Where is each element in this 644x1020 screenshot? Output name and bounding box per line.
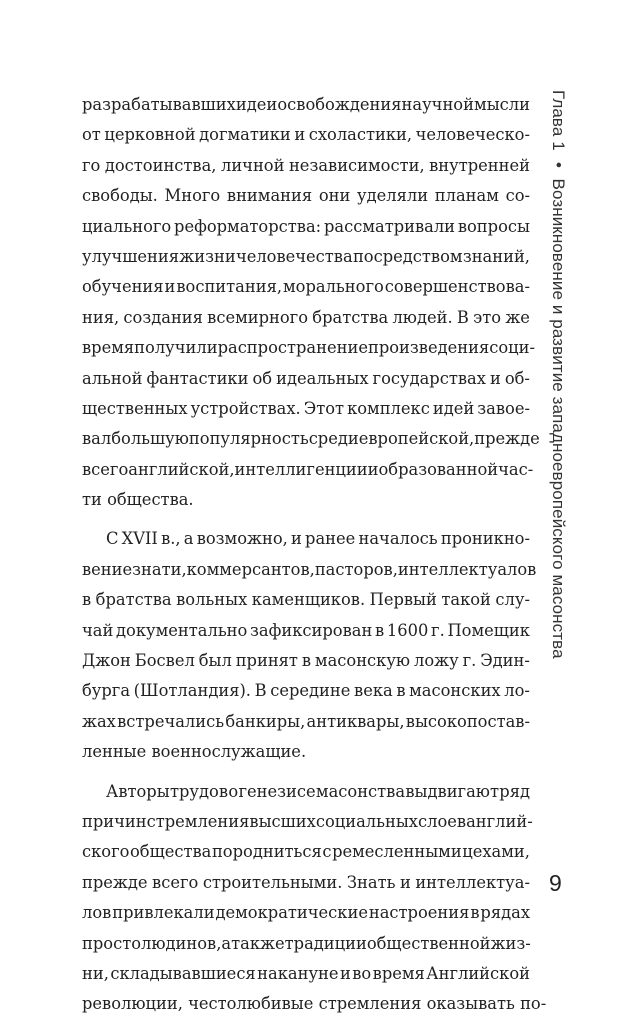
word: Помещик xyxy=(447,620,530,640)
text-line xyxy=(82,837,530,867)
word: революции, xyxy=(82,994,183,1014)
word: трудов xyxy=(170,781,229,801)
word: общества. xyxy=(107,490,194,510)
word: личной xyxy=(220,155,285,175)
word: встречались xyxy=(117,711,225,731)
word: соци- xyxy=(489,338,535,358)
word: также xyxy=(231,933,285,953)
word: ния, xyxy=(82,307,120,327)
word: в xyxy=(82,590,92,610)
text-line xyxy=(82,737,530,767)
word: всемирного xyxy=(207,307,309,327)
word: цехами, xyxy=(462,842,530,862)
word: (Шотландия). xyxy=(133,681,251,701)
word: в xyxy=(301,651,312,671)
running-head-title: Возникновение и развитие западноевропейского масонства xyxy=(549,178,568,659)
text-line xyxy=(82,120,530,150)
word: причин xyxy=(82,811,147,831)
word: популярность xyxy=(188,429,309,449)
word: слу- xyxy=(495,590,530,610)
word: людей. xyxy=(392,307,453,327)
word: В xyxy=(456,307,469,327)
word: Первый xyxy=(369,590,437,610)
page-number: 9 xyxy=(549,870,562,896)
word: Английской xyxy=(426,963,530,983)
word: проникно- xyxy=(440,529,530,549)
word: время xyxy=(82,338,135,358)
paragraph xyxy=(82,777,547,1020)
word: устройствах. xyxy=(190,398,301,418)
word: оказывать xyxy=(426,994,515,1014)
running-head-bullet: • xyxy=(549,161,568,168)
word: морального xyxy=(282,277,384,297)
word: Знать xyxy=(346,872,396,892)
word: чай xyxy=(82,620,114,640)
text-line xyxy=(82,898,530,928)
word: интеллектуалов xyxy=(397,559,537,579)
word: го xyxy=(82,155,101,175)
word: 1600 xyxy=(386,620,429,640)
text-line xyxy=(82,555,537,585)
word: церковной xyxy=(104,125,196,145)
word: в xyxy=(375,620,385,640)
word: создания xyxy=(123,307,203,327)
word: и xyxy=(339,963,351,983)
word: и xyxy=(489,368,501,388)
word: английской, xyxy=(128,459,235,479)
word: принят xyxy=(235,651,298,671)
word: час- xyxy=(498,459,534,479)
word: ло- xyxy=(504,681,530,701)
text-line xyxy=(82,394,530,424)
word: демократические xyxy=(215,903,368,923)
word: государствах xyxy=(372,368,486,388)
word: рассматривали xyxy=(323,216,456,236)
word: рядах xyxy=(480,903,530,923)
word: простолюдинов, xyxy=(82,933,222,953)
text-line xyxy=(82,181,530,211)
body-text xyxy=(82,90,547,1020)
word: генезисе xyxy=(238,781,316,801)
word: по- xyxy=(520,994,547,1014)
word: породниться xyxy=(211,842,322,862)
text-line xyxy=(82,585,530,615)
word: и xyxy=(291,529,302,549)
text-line xyxy=(82,676,530,706)
word: они xyxy=(318,186,351,206)
text-line xyxy=(82,524,530,554)
word: бурга xyxy=(82,681,131,701)
word: независимости, xyxy=(288,155,425,175)
word: образованной xyxy=(378,459,499,479)
word: комплекс xyxy=(347,398,430,418)
text-line xyxy=(82,455,534,485)
word: братства xyxy=(95,590,172,610)
text-line xyxy=(82,807,533,837)
word: такой xyxy=(441,590,491,610)
word: ранее xyxy=(305,529,356,549)
word: прежде xyxy=(82,872,148,892)
word: достоинства, xyxy=(104,155,217,175)
word: братства xyxy=(312,307,389,327)
word: в xyxy=(470,903,480,923)
word: европейской, xyxy=(358,429,475,449)
word: идеальных xyxy=(276,368,369,388)
word: и xyxy=(164,277,176,297)
word: свободы. xyxy=(82,186,158,206)
word: банкиры, xyxy=(225,711,306,731)
word: В xyxy=(254,681,267,701)
word: догматики xyxy=(199,125,291,145)
word: со- xyxy=(505,186,530,206)
paragraph xyxy=(82,524,537,767)
word: уделяли xyxy=(357,186,429,206)
word: посредством xyxy=(352,246,463,266)
text-line xyxy=(82,707,530,737)
word: ряд xyxy=(499,781,530,801)
word: человеческо- xyxy=(415,125,530,145)
word: середине xyxy=(270,681,351,701)
text-line xyxy=(82,616,530,646)
word: началось xyxy=(358,529,438,549)
word: Эдин- xyxy=(480,651,530,671)
word: Босвел xyxy=(134,651,195,671)
word: разрабатывавших xyxy=(82,95,236,114)
text-line xyxy=(82,424,540,454)
word: с xyxy=(322,842,332,862)
word: военнослужащие. xyxy=(151,742,307,762)
paragraph xyxy=(82,90,540,515)
text-line xyxy=(82,151,530,181)
word: стремления xyxy=(318,994,422,1014)
word: общества xyxy=(130,842,212,862)
word: интеллектуа- xyxy=(415,872,530,892)
text-line xyxy=(82,777,530,807)
word: планам xyxy=(434,186,499,206)
word: вольных xyxy=(176,590,248,610)
text-line xyxy=(82,485,530,515)
word: о xyxy=(228,781,239,801)
word: идей xyxy=(432,398,475,418)
word: распространение xyxy=(217,338,368,358)
word: альной xyxy=(82,368,143,388)
text-line xyxy=(82,303,530,333)
text-line xyxy=(82,959,530,989)
word: г. xyxy=(462,651,477,671)
text-line xyxy=(82,989,547,1019)
word: Много xyxy=(164,186,221,206)
word: время xyxy=(372,963,425,983)
word: традиции xyxy=(284,933,367,953)
word: освобождения xyxy=(277,95,402,114)
word: получили xyxy=(134,338,218,358)
word: настроения xyxy=(368,903,470,923)
word: и xyxy=(399,872,411,892)
word: в xyxy=(396,681,406,701)
word: каменщиков. xyxy=(251,590,366,610)
word: вение xyxy=(82,559,133,579)
word: об- xyxy=(504,368,530,388)
word: масонства xyxy=(315,781,406,801)
running-head-chapter: Глава 1 xyxy=(549,90,568,151)
text-line xyxy=(82,272,530,302)
text-line xyxy=(82,333,535,363)
word: Этот xyxy=(303,398,345,418)
running-head xyxy=(548,90,568,659)
word: прежде xyxy=(474,429,540,449)
word: масонскую xyxy=(314,651,411,671)
word: произведения xyxy=(367,338,490,358)
word: века xyxy=(354,681,393,701)
word: мысли xyxy=(474,95,530,114)
word: знаний, xyxy=(462,246,530,266)
word: честолюбивые xyxy=(188,994,314,1014)
word: Авторы xyxy=(106,781,170,801)
word: ни, xyxy=(82,963,109,983)
text-line xyxy=(82,242,530,272)
text-line xyxy=(82,212,530,242)
word: идеи xyxy=(235,95,278,114)
word: циального xyxy=(82,216,172,236)
word: ремесленными xyxy=(332,842,462,862)
word: щественных xyxy=(82,398,188,418)
text-line xyxy=(82,90,530,120)
text-line xyxy=(82,364,530,394)
word: антиквары, xyxy=(306,711,405,731)
word: складывавшиеся xyxy=(110,963,256,983)
word: и xyxy=(294,125,306,145)
word: высших xyxy=(249,811,316,831)
word: реформаторства: xyxy=(174,216,322,236)
word: жиз- xyxy=(490,933,531,953)
word: а xyxy=(221,933,232,953)
word: внутренней xyxy=(429,155,530,175)
text-line xyxy=(82,868,530,898)
word: от xyxy=(82,125,101,145)
word: ского xyxy=(82,842,130,862)
word: масонских xyxy=(409,681,501,701)
word: а xyxy=(183,529,194,549)
word: С xyxy=(106,529,119,549)
word: ленные xyxy=(82,742,147,762)
word: всего xyxy=(82,459,129,479)
word: XVII xyxy=(121,529,158,549)
paragraph-gap xyxy=(82,768,530,777)
word: общественной xyxy=(366,933,491,953)
word: накануне xyxy=(257,963,339,983)
word: возможно, xyxy=(196,529,288,549)
word: англий- xyxy=(466,811,533,831)
word: и xyxy=(367,459,379,479)
word: обучения xyxy=(82,277,164,297)
word: зафиксирован xyxy=(250,620,373,640)
word: высокопостав- xyxy=(405,711,530,731)
word: ти xyxy=(82,490,102,510)
word: во xyxy=(352,963,372,983)
word: слоев xyxy=(417,811,467,831)
word: воспитания, xyxy=(176,277,283,297)
paragraph-gap xyxy=(82,515,530,524)
text-line xyxy=(82,646,530,676)
word: это xyxy=(473,307,502,327)
word: в., xyxy=(161,529,181,549)
word: Джон xyxy=(82,651,131,671)
word: улучшения xyxy=(82,246,180,266)
word: вопросы xyxy=(457,216,530,236)
word: жах xyxy=(82,711,116,731)
word: об xyxy=(252,368,273,388)
word: всего xyxy=(152,872,199,892)
word: схоластики, xyxy=(308,125,413,145)
text-line xyxy=(82,929,530,959)
word: выдвигают xyxy=(405,781,499,801)
word: вал xyxy=(82,429,112,449)
word: научной xyxy=(401,95,474,114)
word: ложу xyxy=(414,651,459,671)
word: жизни xyxy=(179,246,236,266)
word: фантастики xyxy=(146,368,249,388)
word: среди xyxy=(308,429,359,449)
word: большую xyxy=(111,429,189,449)
word: совершенствова- xyxy=(384,277,530,297)
word: интеллигенции xyxy=(234,459,368,479)
word: социальных xyxy=(315,811,418,831)
word: лов xyxy=(82,903,112,923)
word: знати, xyxy=(132,559,187,579)
word: же xyxy=(505,307,530,327)
word: документально xyxy=(116,620,248,640)
word: пасторов, xyxy=(314,559,398,579)
word: завое- xyxy=(477,398,530,418)
word: стремления xyxy=(146,811,250,831)
word: строительными. xyxy=(202,872,343,892)
word: привлекали xyxy=(112,903,215,923)
word: коммерсантов, xyxy=(186,559,315,579)
word: был xyxy=(198,651,232,671)
word: г. xyxy=(431,620,445,640)
word: человечества xyxy=(235,246,353,266)
word: внимания xyxy=(226,186,313,206)
